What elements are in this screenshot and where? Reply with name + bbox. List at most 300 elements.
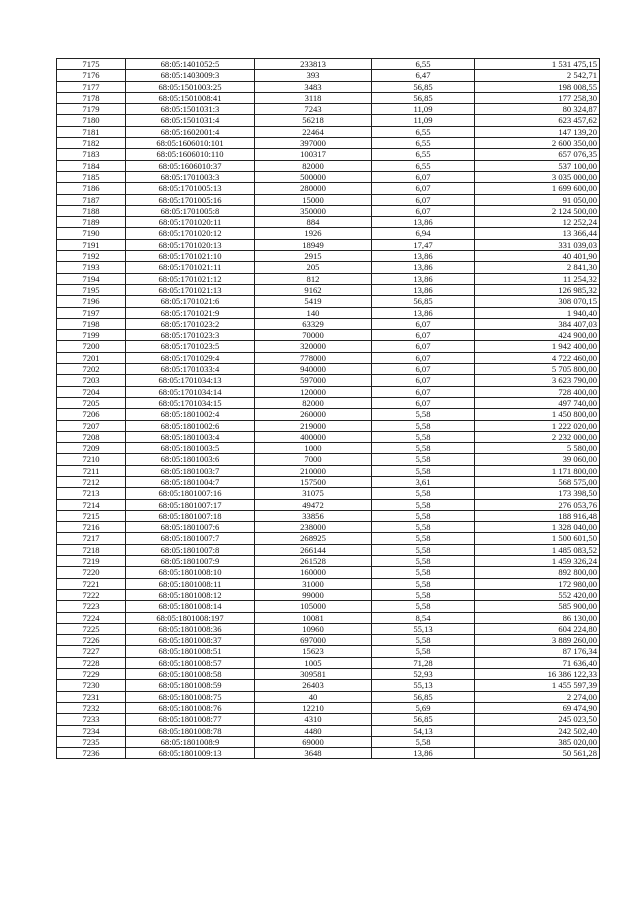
area-cell: 393 — [255, 70, 372, 81]
value-cell: 1 328 040,00 — [475, 522, 600, 533]
row-number-cell: 7189 — [57, 217, 126, 228]
cadastral-number-cell: 68:05:1801007:9 — [126, 556, 255, 567]
area-cell: 7243 — [255, 104, 372, 115]
table-row — [57, 251, 600, 262]
table-row — [57, 510, 600, 521]
row-number-cell: 7233 — [57, 714, 126, 725]
rate-cell: 17,47 — [372, 239, 475, 250]
cadastral-number-cell: 68:05:1801008:58 — [126, 669, 255, 680]
value-cell: 1 171 800,00 — [475, 465, 600, 476]
area-cell: 3118 — [255, 92, 372, 103]
value-cell: 13 366,44 — [475, 228, 600, 239]
rate-cell: 5,58 — [372, 533, 475, 544]
row-number-cell: 7206 — [57, 409, 126, 420]
table-row — [57, 669, 600, 680]
area-cell: 940000 — [255, 364, 372, 375]
table-row — [57, 364, 600, 375]
cadastral-number-cell: 68:05:1801002:6 — [126, 420, 255, 431]
rate-cell: 54,13 — [372, 725, 475, 736]
value-cell: 1 459 326,24 — [475, 556, 600, 567]
area-cell: 697000 — [255, 635, 372, 646]
table-row — [57, 499, 600, 510]
row-number-cell: 7212 — [57, 476, 126, 487]
value-cell: 40 401,90 — [475, 251, 600, 262]
area-cell: 260000 — [255, 409, 372, 420]
cadastral-number-cell: 68:05:1801002:4 — [126, 409, 255, 420]
row-number-cell: 7185 — [57, 171, 126, 182]
rate-cell: 55,13 — [372, 623, 475, 634]
table-row — [57, 59, 600, 70]
value-cell: 728 400,00 — [475, 386, 600, 397]
cadastral-number-cell: 68:05:1701021:11 — [126, 262, 255, 273]
rate-cell: 6,07 — [372, 386, 475, 397]
row-number-cell: 7199 — [57, 330, 126, 341]
table-row — [57, 522, 600, 533]
row-number-cell: 7223 — [57, 601, 126, 612]
cadastral-number-cell: 68:05:1701021:6 — [126, 296, 255, 307]
rate-cell: 13,86 — [372, 262, 475, 273]
row-number-cell: 7179 — [57, 104, 126, 115]
row-number-cell: 7207 — [57, 420, 126, 431]
cadastral-number-cell: 68:05:1501031:3 — [126, 104, 255, 115]
table-row — [57, 409, 600, 420]
table-row — [57, 81, 600, 92]
table-row — [57, 657, 600, 668]
area-cell: 5419 — [255, 296, 372, 307]
value-cell: 331 039,03 — [475, 239, 600, 250]
rate-cell: 5,58 — [372, 499, 475, 510]
table-row — [57, 691, 600, 702]
rate-cell: 5,58 — [372, 556, 475, 567]
table-row — [57, 680, 600, 691]
area-cell: 261528 — [255, 556, 372, 567]
area-cell: 397000 — [255, 138, 372, 149]
value-cell: 2 542,71 — [475, 70, 600, 81]
table-row — [57, 397, 600, 408]
row-number-cell: 7192 — [57, 251, 126, 262]
table-row — [57, 183, 600, 194]
rate-cell: 5,69 — [372, 702, 475, 713]
cadastral-number-cell: 68:05:1403009:3 — [126, 70, 255, 81]
row-number-cell: 7215 — [57, 510, 126, 521]
rate-cell: 6,55 — [372, 149, 475, 160]
rate-cell: 56,85 — [372, 691, 475, 702]
value-cell: 4 722 460,00 — [475, 352, 600, 363]
rate-cell: 5,58 — [372, 431, 475, 442]
area-cell: 400000 — [255, 431, 372, 442]
table-row — [57, 544, 600, 555]
area-cell: 40 — [255, 691, 372, 702]
cadastral-number-cell: 68:05:1801008:11 — [126, 578, 255, 589]
cadastral-number-cell: 68:05:1801008:10 — [126, 567, 255, 578]
cadastral-number-cell: 68:05:1501008:41 — [126, 92, 255, 103]
row-number-cell: 7226 — [57, 635, 126, 646]
value-cell: 80 324,87 — [475, 104, 600, 115]
row-number-cell: 7183 — [57, 149, 126, 160]
value-cell: 2 124 500,00 — [475, 205, 600, 216]
value-cell: 3 035 000,00 — [475, 171, 600, 182]
rate-cell: 6,47 — [372, 70, 475, 81]
table-row — [57, 635, 600, 646]
area-cell: 105000 — [255, 601, 372, 612]
value-cell: 2 232 000,00 — [475, 431, 600, 442]
area-cell: 157500 — [255, 476, 372, 487]
value-cell: 2 600 350,00 — [475, 138, 600, 149]
value-cell: 537 100,00 — [475, 160, 600, 171]
rate-cell: 6,94 — [372, 228, 475, 239]
table-row — [57, 104, 600, 115]
cadastral-number-cell: 68:05:1701034:15 — [126, 397, 255, 408]
area-cell: 238000 — [255, 522, 372, 533]
row-number-cell: 7194 — [57, 273, 126, 284]
value-cell: 5 705 800,00 — [475, 364, 600, 375]
area-cell: 140 — [255, 307, 372, 318]
cadastral-number-cell: 68:05:1606010:110 — [126, 149, 255, 160]
value-cell: 3 623 790,00 — [475, 375, 600, 386]
table-row — [57, 194, 600, 205]
row-number-cell: 7230 — [57, 680, 126, 691]
area-cell: 49472 — [255, 499, 372, 510]
row-number-cell: 7196 — [57, 296, 126, 307]
row-number-cell: 7176 — [57, 70, 126, 81]
cadastral-number-cell: 68:05:1701021:13 — [126, 284, 255, 295]
value-cell: 1 485 083,52 — [475, 544, 600, 555]
area-cell: 3648 — [255, 748, 372, 759]
table-row — [57, 578, 600, 589]
value-cell: 86 130,00 — [475, 612, 600, 623]
rate-cell: 5,58 — [372, 736, 475, 747]
cadastral-number-cell: 68:05:1701020:13 — [126, 239, 255, 250]
row-number-cell: 7214 — [57, 499, 126, 510]
row-number-cell: 7235 — [57, 736, 126, 747]
value-cell: 147 139,20 — [475, 126, 600, 137]
cadastral-number-cell: 68:05:1801007:16 — [126, 488, 255, 499]
rate-cell: 5,58 — [372, 488, 475, 499]
cadastral-number-cell: 68:05:1701020:11 — [126, 217, 255, 228]
value-cell: 71 636,40 — [475, 657, 600, 668]
cadastral-number-cell: 68:05:1701020:12 — [126, 228, 255, 239]
table-row — [57, 420, 600, 431]
table-row — [57, 228, 600, 239]
row-number-cell: 7204 — [57, 386, 126, 397]
table-row — [57, 70, 600, 81]
rate-cell: 13,86 — [372, 748, 475, 759]
cadastral-number-cell: 68:05:1801008:76 — [126, 702, 255, 713]
area-cell: 12210 — [255, 702, 372, 713]
area-cell: 500000 — [255, 171, 372, 182]
value-cell: 11 254,32 — [475, 273, 600, 284]
row-number-cell: 7190 — [57, 228, 126, 239]
table-row — [57, 736, 600, 747]
area-cell: 210000 — [255, 465, 372, 476]
table-row — [57, 623, 600, 634]
table-row — [57, 556, 600, 567]
rate-cell: 56,85 — [372, 92, 475, 103]
value-cell: 424 900,00 — [475, 330, 600, 341]
table-row — [57, 465, 600, 476]
table-row — [57, 138, 600, 149]
area-cell: 15000 — [255, 194, 372, 205]
cadastral-number-cell: 68:05:1801007:7 — [126, 533, 255, 544]
rate-cell: 5,58 — [372, 544, 475, 555]
table-row — [57, 443, 600, 454]
row-number-cell: 7200 — [57, 341, 126, 352]
row-number-cell: 7178 — [57, 92, 126, 103]
value-cell: 1 455 597,39 — [475, 680, 600, 691]
value-cell: 172 980,00 — [475, 578, 600, 589]
value-cell: 1 942 400,00 — [475, 341, 600, 352]
row-number-cell: 7198 — [57, 318, 126, 329]
row-number-cell: 7232 — [57, 702, 126, 713]
area-cell: 1005 — [255, 657, 372, 668]
table-row — [57, 725, 600, 736]
table-row — [57, 273, 600, 284]
rate-cell: 6,07 — [372, 318, 475, 329]
value-cell: 91 050,00 — [475, 194, 600, 205]
cadastral-number-cell: 68:05:1606010:101 — [126, 138, 255, 149]
cadastral-number-cell: 68:05:1801008:14 — [126, 601, 255, 612]
cadastral-value-table — [56, 58, 600, 759]
row-number-cell: 7197 — [57, 307, 126, 318]
cadastral-number-cell: 68:05:1701021:9 — [126, 307, 255, 318]
table-row — [57, 567, 600, 578]
cadastral-number-cell: 68:05:1801008:9 — [126, 736, 255, 747]
value-cell: 623 457,62 — [475, 115, 600, 126]
row-number-cell: 7181 — [57, 126, 126, 137]
rate-cell: 6,07 — [372, 171, 475, 182]
table-row — [57, 149, 600, 160]
rate-cell: 5,58 — [372, 454, 475, 465]
table-row — [57, 126, 600, 137]
row-number-cell: 7213 — [57, 488, 126, 499]
table-row — [57, 612, 600, 623]
area-cell: 100317 — [255, 149, 372, 160]
table-row — [57, 352, 600, 363]
cadastral-number-cell: 68:05:1801007:17 — [126, 499, 255, 510]
value-cell: 173 398,50 — [475, 488, 600, 499]
row-number-cell: 7224 — [57, 612, 126, 623]
cadastral-number-cell: 68:05:1801008:197 — [126, 612, 255, 623]
table-row — [57, 375, 600, 386]
value-cell: 245 023,50 — [475, 714, 600, 725]
area-cell: 778000 — [255, 352, 372, 363]
cadastral-number-cell: 68:05:1701023:2 — [126, 318, 255, 329]
area-cell: 69000 — [255, 736, 372, 747]
table-row — [57, 318, 600, 329]
rate-cell: 55,13 — [372, 680, 475, 691]
cadastral-number-cell: 68:05:1801003:6 — [126, 454, 255, 465]
value-cell: 1 531 475,15 — [475, 59, 600, 70]
cadastral-number-cell: 68:05:1501031:4 — [126, 115, 255, 126]
table-body — [57, 59, 600, 759]
area-cell: 219000 — [255, 420, 372, 431]
value-cell: 604 224,80 — [475, 623, 600, 634]
rate-cell: 5,58 — [372, 601, 475, 612]
rate-cell: 56,85 — [372, 714, 475, 725]
rate-cell: 13,86 — [372, 307, 475, 318]
row-number-cell: 7175 — [57, 59, 126, 70]
value-cell: 1 450 800,00 — [475, 409, 600, 420]
row-number-cell: 7208 — [57, 431, 126, 442]
row-number-cell: 7219 — [57, 556, 126, 567]
table-row — [57, 454, 600, 465]
cadastral-number-cell: 68:05:1801003:5 — [126, 443, 255, 454]
table-row — [57, 307, 600, 318]
row-number-cell: 7217 — [57, 533, 126, 544]
cadastral-number-cell: 68:05:1701023:5 — [126, 341, 255, 352]
value-cell: 657 076,35 — [475, 149, 600, 160]
rate-cell: 52,93 — [372, 669, 475, 680]
cadastral-number-cell: 68:05:1801007:18 — [126, 510, 255, 521]
area-cell: 10960 — [255, 623, 372, 634]
row-number-cell: 7236 — [57, 748, 126, 759]
row-number-cell: 7228 — [57, 657, 126, 668]
value-cell: 3 889 260,00 — [475, 635, 600, 646]
area-cell: 99000 — [255, 589, 372, 600]
rate-cell: 13,86 — [372, 284, 475, 295]
value-cell: 1 940,40 — [475, 307, 600, 318]
cadastral-number-cell: 68:05:1401052:5 — [126, 59, 255, 70]
table-row — [57, 386, 600, 397]
cadastral-number-cell: 68:05:1701023:3 — [126, 330, 255, 341]
cadastral-number-cell: 68:05:1801008:59 — [126, 680, 255, 691]
rate-cell: 6,07 — [372, 352, 475, 363]
value-cell: 39 060,00 — [475, 454, 600, 465]
row-number-cell: 7222 — [57, 589, 126, 600]
data-table-container — [56, 58, 597, 759]
area-cell: 320000 — [255, 341, 372, 352]
row-number-cell: 7211 — [57, 465, 126, 476]
area-cell: 4480 — [255, 725, 372, 736]
rate-cell: 13,86 — [372, 217, 475, 228]
area-cell: 3483 — [255, 81, 372, 92]
row-number-cell: 7229 — [57, 669, 126, 680]
area-cell: 70000 — [255, 330, 372, 341]
row-number-cell: 7177 — [57, 81, 126, 92]
row-number-cell: 7202 — [57, 364, 126, 375]
rate-cell: 6,55 — [372, 160, 475, 171]
area-cell: 309581 — [255, 669, 372, 680]
area-cell: 82000 — [255, 160, 372, 171]
rate-cell: 5,58 — [372, 420, 475, 431]
table-row — [57, 92, 600, 103]
rate-cell: 71,28 — [372, 657, 475, 668]
cadastral-number-cell: 68:05:1801008:78 — [126, 725, 255, 736]
row-number-cell: 7203 — [57, 375, 126, 386]
value-cell: 242 502,40 — [475, 725, 600, 736]
rate-cell: 6,55 — [372, 138, 475, 149]
cadastral-number-cell: 68:05:1801007:8 — [126, 544, 255, 555]
table-row — [57, 160, 600, 171]
value-cell: 568 575,00 — [475, 476, 600, 487]
table-row — [57, 262, 600, 273]
table-row — [57, 702, 600, 713]
cadastral-number-cell: 68:05:1606010:37 — [126, 160, 255, 171]
value-cell: 384 407,03 — [475, 318, 600, 329]
value-cell: 276 053,76 — [475, 499, 600, 510]
rate-cell: 13,86 — [372, 251, 475, 262]
rate-cell: 13,86 — [372, 273, 475, 284]
rate-cell: 6,55 — [372, 126, 475, 137]
row-number-cell: 7187 — [57, 194, 126, 205]
area-cell: 22464 — [255, 126, 372, 137]
area-cell: 812 — [255, 273, 372, 284]
rate-cell: 3,61 — [372, 476, 475, 487]
cadastral-number-cell: 68:05:1602001:4 — [126, 126, 255, 137]
value-cell: 1 222 020,00 — [475, 420, 600, 431]
cadastral-number-cell: 68:05:1801004:7 — [126, 476, 255, 487]
area-cell: 205 — [255, 262, 372, 273]
area-cell: 1926 — [255, 228, 372, 239]
cadastral-number-cell: 68:05:1501003:25 — [126, 81, 255, 92]
row-number-cell: 7195 — [57, 284, 126, 295]
cadastral-number-cell: 68:05:1801008:12 — [126, 589, 255, 600]
area-cell: 9162 — [255, 284, 372, 295]
row-number-cell: 7220 — [57, 567, 126, 578]
value-cell: 177 258,30 — [475, 92, 600, 103]
rate-cell: 56,85 — [372, 81, 475, 92]
table-row — [57, 748, 600, 759]
rate-cell: 11,09 — [372, 115, 475, 126]
row-number-cell: 7205 — [57, 397, 126, 408]
row-number-cell: 7225 — [57, 623, 126, 634]
rate-cell: 5,58 — [372, 409, 475, 420]
row-number-cell: 7188 — [57, 205, 126, 216]
area-cell: 18949 — [255, 239, 372, 250]
rate-cell: 5,58 — [372, 589, 475, 600]
table-row — [57, 476, 600, 487]
area-cell: 266144 — [255, 544, 372, 555]
rate-cell: 8,54 — [372, 612, 475, 623]
value-cell: 16 386 122,33 — [475, 669, 600, 680]
cadastral-number-cell: 68:05:1701005:8 — [126, 205, 255, 216]
area-cell: 268925 — [255, 533, 372, 544]
cadastral-number-cell: 68:05:1801009:13 — [126, 748, 255, 759]
area-cell: 10081 — [255, 612, 372, 623]
table-row — [57, 171, 600, 182]
value-cell: 50 561,28 — [475, 748, 600, 759]
rate-cell: 6,07 — [372, 341, 475, 352]
area-cell: 2915 — [255, 251, 372, 262]
cadastral-number-cell: 68:05:1701005:13 — [126, 183, 255, 194]
table-row — [57, 217, 600, 228]
cadastral-number-cell: 68:05:1801003:4 — [126, 431, 255, 442]
row-number-cell: 7216 — [57, 522, 126, 533]
row-number-cell: 7186 — [57, 183, 126, 194]
rate-cell: 56,85 — [372, 296, 475, 307]
area-cell: 4310 — [255, 714, 372, 725]
area-cell: 15623 — [255, 646, 372, 657]
area-cell: 120000 — [255, 386, 372, 397]
table-row — [57, 115, 600, 126]
table-row — [57, 284, 600, 295]
value-cell: 1 500 601,50 — [475, 533, 600, 544]
row-number-cell: 7184 — [57, 160, 126, 171]
cadastral-number-cell: 68:05:1701003:3 — [126, 171, 255, 182]
row-number-cell: 7193 — [57, 262, 126, 273]
area-cell: 597000 — [255, 375, 372, 386]
row-number-cell: 7191 — [57, 239, 126, 250]
rate-cell: 6,07 — [372, 205, 475, 216]
cadastral-number-cell: 68:05:1701005:16 — [126, 194, 255, 205]
row-number-cell: 7221 — [57, 578, 126, 589]
value-cell: 126 985,32 — [475, 284, 600, 295]
table-row — [57, 239, 600, 250]
row-number-cell: 7227 — [57, 646, 126, 657]
value-cell: 87 176,34 — [475, 646, 600, 657]
value-cell: 2 274,00 — [475, 691, 600, 702]
value-cell: 308 070,15 — [475, 296, 600, 307]
